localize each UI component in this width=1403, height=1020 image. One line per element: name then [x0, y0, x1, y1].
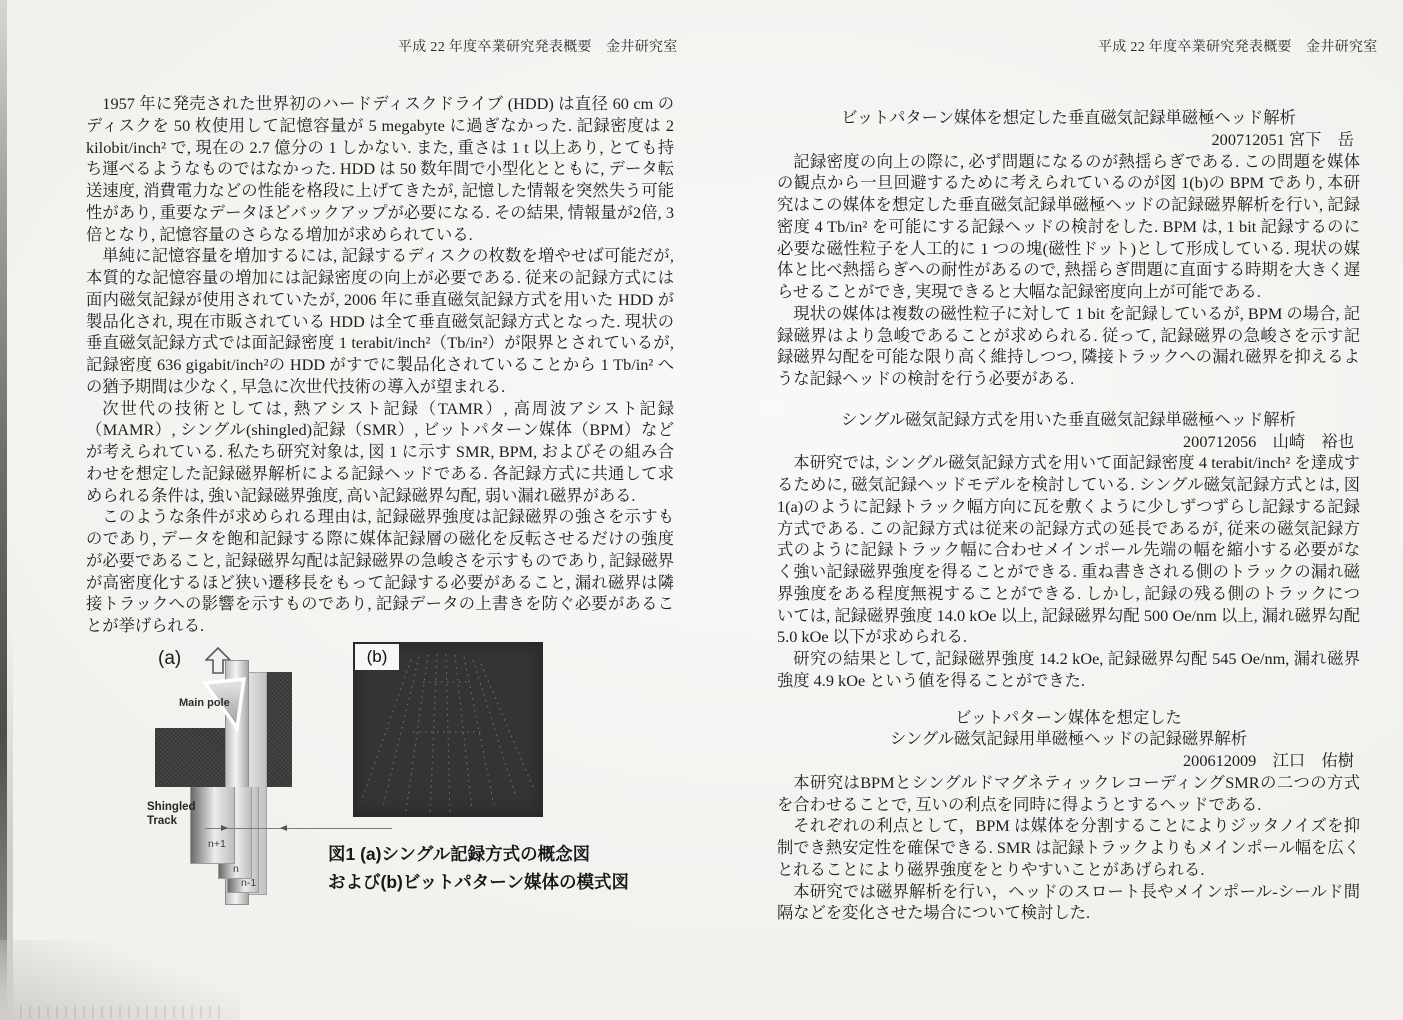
page-header-left: 平成 22 年度卒業研究発表概要 金井研究室 [398, 40, 678, 55]
media-layer-block-right [263, 672, 292, 729]
panel-a-label: (a) [158, 648, 182, 669]
scan-noise [20, 1006, 220, 1018]
section-gap [777, 692, 1360, 707]
track-width-arrow-icon [280, 825, 287, 831]
section-gap [777, 390, 1360, 409]
track-label-n: n [233, 863, 239, 875]
left-page-body [86, 93, 674, 637]
media-layer-block [155, 728, 292, 787]
section-author: 200612009 江口 佑樹 [1183, 751, 1354, 770]
paragraph: 単純に記憶容量を増加するには, 記録するディスクの枚数を増やせば可能だが, 本質的な記憶容量の増加には記録密度の向上が必要である. 従来の記録方式には面内磁気記録が使用されていたが, 2006 年に垂直磁気記録方式を用いた HDD が製品化され, 現在市販されている HDD は全て垂直磁気記録方式となった. 現状の垂直磁気記録方式では面記録密度 1 terabit/inch²（Tb/in²）が限界とされているが, 記録密度 636 gigabit/inch²の HDD がすでに製品化されていることから 1 Tb/in² への猶予期間は少なく, 早急に次世代技術の導入が望まれる. [86, 246, 674, 396]
abstract-section [777, 107, 1360, 390]
section-title: シングル磁気記録方式を用いた垂直磁気記録単磁極ヘッド解析 [841, 409, 1296, 429]
paragraph: 本研究では磁界解析を行い，ヘッドのスロート長やメインポール-シールド間隔などを変化させた場合について検討した. [777, 881, 1360, 923]
section-author: 200712051 宮下 岳 [1211, 129, 1354, 149]
paragraph: 1957 年に発売された世界初のハードディスクドライブ (HDD) は直径 60 cm のディスクを 50 枚使用して記憶容量が 5 megabyte に過ぎなかった. 記録密度は 2 kilobit/inch² で, 現在の 2.7 億分の 1 しかない. また, 重さは 1 t 以上あり, とても持ち運べるようなものではなかった. HDD は 50 数年間で小型化とともに, データ転送速度, 消費電力などの性能を格段に上げてきたが, 記憶した情報を突然失う可能性があり, 重要なデータほどバックアップが必要になる. その結果, 情報量が2倍, 3倍となり, 記憶容量のさらなる増加が求められている. [86, 94, 674, 244]
paragraph: それぞれの利点として，BPM は媒体を分割することによりジッタノイズを抑制でき熱安定性を確保できる. SMR は記録トラックよりもメインポール幅を広くとれることにより磁界強度をとりやすいことがあげられる. [777, 816, 1360, 879]
track-width-marker [205, 828, 392, 829]
main-pole-label: Main pole [179, 697, 230, 709]
track-label-n-1: n-1 [241, 877, 257, 889]
paragraph: 現状の媒体は複数の磁性粒子に対して 1 bit を記録しているが, BPM の場合, 記録磁界はより急峻であることが求められる. 従って, 記録磁界の急峻さを示す記録磁界勾配を可能な限り高く維持しつつ, 隣接トラックへの漏れ磁界を抑えるような記録ヘッドの検討を行う必要がある. [777, 303, 1360, 388]
figure-caption-line: 図1 (a)シングル記録方式の概念図 [328, 844, 591, 864]
paragraph: このような条件が求められる理由は, 記録磁界強度は記録磁界の強さを示すものであり, データを飽和記録する際に媒体記録層の磁化を反転させるだけの強度が必要であること, 記録磁界勾配は記録磁界の急峻さを示すものであり, 記録磁界が高密度化するほど狭い遷移長をもって記録する必要があること, 漏れ磁界は隣接トラックへの影響を示すものであり, 記録データの上書きを防ぐ必要があることが挙げられる. [86, 507, 674, 635]
figure-caption-line: および(b)ビットパターン媒体の模式図 [328, 871, 629, 892]
paragraph: 次世代の技術としては, 熱アシスト記録（TAMR）, 高周波アシスト記録（MAMR）, シングル(shingled)記録（SMR）, ビットパターン媒体（BPM）などが考えられている. 私たち研究対象は, 図 1 に示す SMR, BPM, およびその組み合わせを想定した記録磁界解析による記録ヘッドである. 各記録方式に共通して求められる条件は, 強い記録磁界強度, 高い記録磁界勾配, 弱い漏れ磁界がある. [86, 398, 674, 505]
track-label-n1: n+1 [208, 838, 226, 850]
track-width-arrow-icon [221, 825, 228, 831]
paragraph: 本研究では, シングル磁気記録方式を用いて面記録密度 4 terabit/inch² を達成するために, 磁気記録ヘッドモデルを検討している. シングル磁気記録方式とは, 図 1(a)のように記録トラック幅方向に瓦を敷くように少しずつずらし記録する記録方式である. この記録方式は従来の記録方式の延長であるが, 従来の磁気記録方式のように記録トラック幅に合わせメインポール先端の幅を縮小する必要がなく強い記録磁界強度を得ることができる. 重ね書きされる側のトラックの漏れ磁界強度をある程度無視することができる. しかし, 記録の残る側のトラックについては, 記録磁界強度 14.0 kOe 以上, 記録磁界勾配 500 Oe/nm 以上, 漏れ磁界勾配 5.0 kOe 以下が求められる. [777, 453, 1360, 647]
panel-b-image [353, 642, 543, 817]
abstract-section [777, 409, 1360, 692]
section-title: シングル磁気記録用単磁極ヘッドの記録磁界解析 [890, 729, 1247, 749]
panel-b-label: (b) [355, 644, 399, 670]
shingled-track-label: Shingled Track [147, 801, 196, 827]
paragraph: 研究の結果として, 記録磁界強度 14.2 kOe, 記録磁界勾配 545 Oe/nm, 漏れ磁界強度 4.9 kOe という値を得ることができた. [777, 649, 1360, 690]
right-page-body [777, 107, 1360, 924]
section-title: ビットパターン媒体を想定した [955, 707, 1182, 727]
figure-caption [328, 841, 628, 896]
section-title: ビットパターン媒体を想定した垂直磁気記録単磁極ヘッド解析 [841, 108, 1296, 127]
scan-edge-shadow [0, 0, 7, 1020]
abstract-section [777, 707, 1360, 925]
page-header-right: 平成 22 年度卒業研究発表概要 金井研究室 [1098, 40, 1378, 55]
paragraph: 記録密度の向上の際に, 必ず問題になるのが熱揺らぎである. この問題を媒体の観点から一旦回避するために考えられているのが図 1(b)の BPM であり, 本研究はこの媒体を想定した垂直磁気記録単磁極ヘッドの記録磁界解析を行い, 記録密度 4 Tb/in² を可能にする記録ヘッドの検討をした. BPM は, 1 bit 記録するのに必要な磁性粒子を人工的に 1 つの塊(磁性ドット)として形成している. 現状の媒体と比べ熱揺らぎへの耐性があるので, 熱揺らぎ問題に直面する時期を大きく遅らせることができ, 実現できると大幅な記録密度向上が可能である. [777, 151, 1360, 301]
paragraph: 本研究はBPMとシングルドマグネティックレコーディングSMRの二つの方式を合わせることで, 互いの利点を同時に得ようとするヘッドである. [777, 772, 1360, 814]
figure-1 [145, 640, 629, 950]
section-author: 200712056 山崎 裕也 [1183, 431, 1354, 451]
